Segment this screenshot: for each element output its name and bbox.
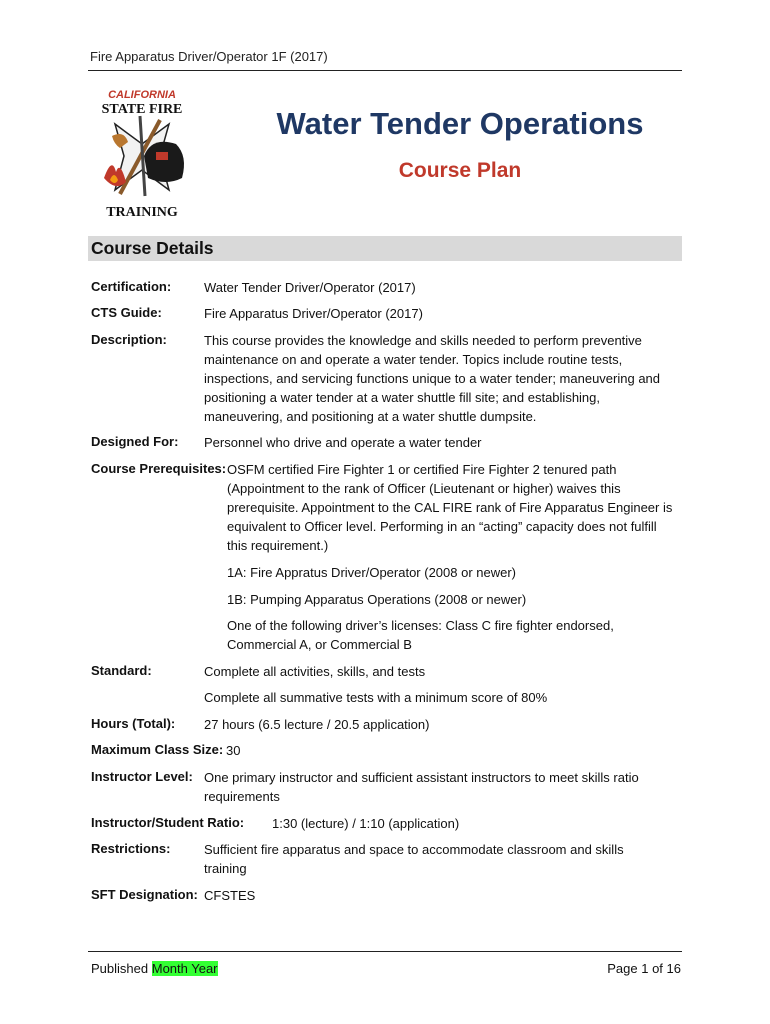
header-rule [88, 70, 682, 71]
state-fire-training-logo [90, 86, 194, 220]
standard-label: Standard: [91, 663, 152, 678]
published-date-highlight: Month Year [151, 961, 218, 976]
designed-for-label: Designed For: [91, 434, 179, 449]
document-title: Water Tender Operations [276, 106, 644, 141]
instructor-level-value: One primary instructor and sufficient assistant instructors to meet skills ratio requirements [204, 770, 639, 804]
logo-top-text: CALIFORNIA [108, 89, 176, 101]
sft-designation-value: CFSTES [204, 888, 256, 903]
running-header: Fire Apparatus Driver/Operator 1F (2017) [90, 49, 328, 64]
standard-value-2: Complete all summative tests with a minimum score of 80% [204, 690, 548, 705]
designed-for-value: Personnel who drive and operate a water tender [204, 435, 482, 450]
logo-middle-text: STATE FIRE [101, 102, 183, 117]
footer-rule [88, 951, 682, 952]
description-value: This course provides the knowledge and skills needed to perform preventive maintenance on and operate a water tender. Topics include routine tests, inspections, and servicing functions unique to a water tender; maneuvering and positioning a water tender at a water shuttle fill site; and establishing, maneuvering, and positioning at a water shuttle dumpsite. [204, 333, 661, 424]
logo-bottom-text: TRAINING [106, 205, 178, 220]
prerequisite-item-3: One of the following driver’s licenses: Class C fire fighter endorsed, Commercial A, or Commercial B [227, 618, 614, 652]
instructor-level-label: Instructor Level: [91, 769, 193, 784]
sft-designation-label: SFT Designation: [91, 887, 198, 902]
standard-value-1: Complete all activities, skills, and tests [204, 664, 426, 679]
hours-label: Hours (Total): [91, 716, 176, 731]
page-number: Page 1 of 16 [607, 961, 681, 976]
section-title: Course Details [91, 238, 214, 258]
prerequisite-item-1: 1A: Fire Appratus Driver/Operator (2008 or newer) [227, 565, 517, 580]
certification-value: Water Tender Driver/Operator (2017) [204, 280, 416, 295]
max-class-size-value: 30 [226, 743, 241, 758]
ratio-label: Instructor/Student Ratio: [91, 815, 245, 830]
prerequisites-label: Course Prerequisites: [91, 461, 227, 476]
published-label: Published [91, 961, 149, 976]
document-subtitle: Course Plan [398, 159, 522, 182]
restrictions-value: Sufficient fire apparatus and space to accommodate classroom and skills training [204, 842, 624, 876]
max-class-size-label: Maximum Class Size: [91, 742, 224, 757]
footer-published [91, 961, 218, 976]
cts-guide-label: CTS Guide: [91, 305, 162, 320]
certification-label: Certification: [91, 279, 172, 294]
hours-value: 27 hours (6.5 lecture / 20.5 application) [204, 717, 430, 732]
prerequisite-item-2: 1B: Pumping Apparatus Operations (2008 or newer) [227, 592, 527, 607]
prerequisites-value: OSFM certified Fire Fighter 1 or certified Fire Fighter 2 tenured path (Appointment to the rank of Officer (Lieutenant or higher) waives this prerequisite. Appointment to the CAL FIRE rank of Fire Apparatus Engineer is equivalent to Officer level. Performing in an “acting” capacity does not fulfill this requirement.) [227, 462, 673, 553]
restrictions-label: Restrictions: [91, 841, 171, 856]
description-label: Description: [91, 332, 167, 347]
cts-guide-value: Fire Apparatus Driver/Operator (2017) [204, 306, 423, 321]
ratio-value: 1:30 (lecture) / 1:10 (application) [272, 816, 460, 831]
